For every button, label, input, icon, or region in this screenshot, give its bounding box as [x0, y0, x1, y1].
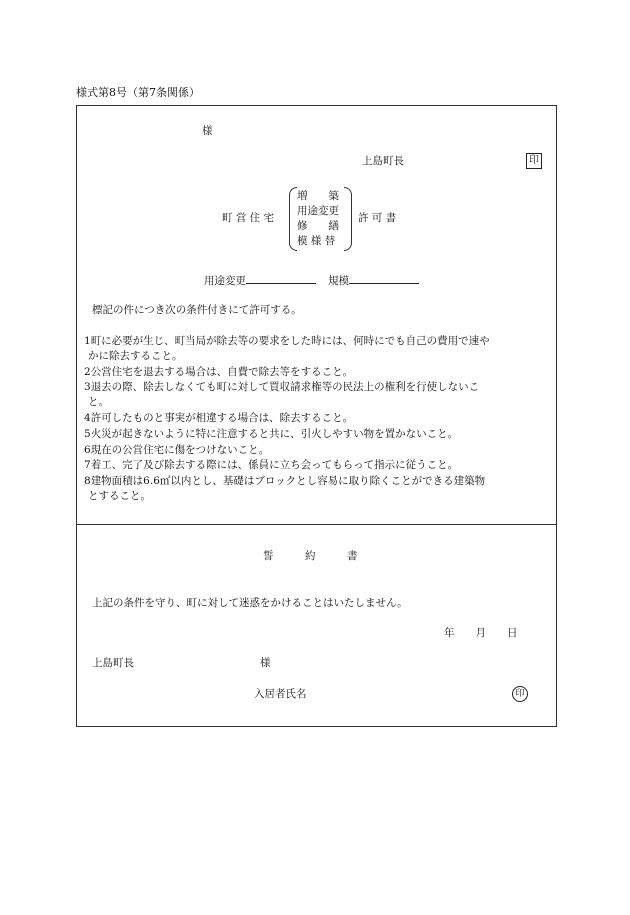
- pledge-date: 年 月 日: [444, 627, 518, 639]
- scale-label: 規模: [328, 275, 349, 287]
- permit-title-left: 町 営 住 宅: [222, 212, 275, 224]
- condition-item: 4許可したものと事実が相違する場合は、除去すること。: [84, 412, 354, 424]
- permit-option: 修 繕: [297, 220, 339, 232]
- permit-issuer: 上島町長: [362, 155, 404, 167]
- usage-change-blank: [246, 273, 316, 284]
- left-brace: [289, 187, 297, 251]
- permit-intro: 標記の件につき次の条件付きにて許可する。: [92, 304, 302, 316]
- usage-change-line: [204, 273, 419, 288]
- condition-item: 3退去の際、除去しなくても町に対して買収請求権等の民法上の権利を行使しないこ と。: [84, 381, 480, 408]
- resident-seal: 印: [512, 686, 528, 702]
- pledge-body: 上記の条件を守り、町に対して迷惑をかけることはいたしません。: [92, 597, 408, 609]
- condition-item: 2公営住宅を退去する場合は、自費で除去等をすること。: [84, 366, 354, 378]
- pledge-title: 誓 約 書: [263, 550, 358, 562]
- usage-change-label: 用途変更: [204, 275, 246, 287]
- permit-option: 増 築: [297, 190, 339, 202]
- condition-item: 5火災が起きないように特に注意すると共に、引火しやすい物を置かないこと。: [84, 428, 459, 440]
- issuer-seal: 印: [526, 153, 542, 169]
- permit-title-right: 許 可 書: [358, 212, 397, 224]
- permit-addressee-suffix: 様: [202, 125, 213, 137]
- resident-name-label: 入居者氏名: [254, 688, 307, 700]
- pledge-addressee-suffix: 様: [260, 657, 271, 669]
- scale-blank: [349, 273, 419, 284]
- condition-item: 6現在の公営住宅に傷をつけないこと。: [84, 444, 270, 456]
- pledge-addressee: 上島町長: [92, 657, 134, 669]
- condition-item: 8建物面積は6.6㎡以内とし、基礎はブロックとし容易に取り除くことができる建築物 とすること。: [84, 475, 486, 502]
- condition-item: 7着工、完了及び除去する際には、係員に立ち会ってもらって指示に従うこと。: [84, 459, 459, 471]
- permit-option: 模 様 替: [297, 235, 336, 247]
- condition-item: 1町に必要が生じ、町当局が除去等の要求をした時には、何時にでも自己の費用で速や かに除去すること。: [84, 335, 490, 362]
- right-brace: [344, 187, 352, 251]
- permit-option: 用途変更: [297, 205, 339, 217]
- form-header: 様式第8号（第7条関係）: [76, 86, 200, 99]
